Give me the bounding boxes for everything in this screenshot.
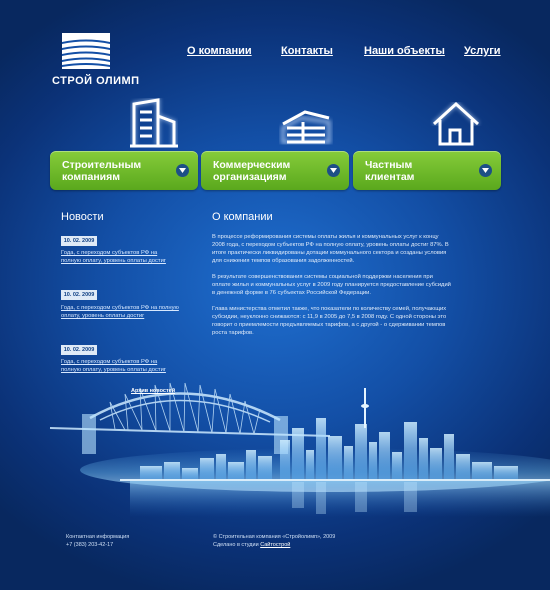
footer-contact xyxy=(66,533,129,549)
nav-contacts[interactable]: Контакты xyxy=(281,45,333,57)
bridge-cityscape-image xyxy=(30,358,550,523)
footer-made-by: Сделано в студии xyxy=(213,542,259,548)
chevron-down-icon xyxy=(176,164,189,177)
footer-contact-label: Контактная информация xyxy=(66,534,130,540)
about-title: О компании xyxy=(212,211,273,223)
commercial-building-icon xyxy=(279,98,333,148)
chevron-down-icon xyxy=(479,164,492,177)
category-label: Частным клиентам xyxy=(365,159,415,183)
office-building-icon xyxy=(126,98,180,148)
category-private-button[interactable] xyxy=(353,151,501,190)
news-date: 10. 02. 2009 xyxy=(61,290,97,300)
footer-copyright xyxy=(213,533,335,549)
footer-phone: +7 (383) 203-42-17 xyxy=(66,542,114,548)
news-date: 10. 02. 2009 xyxy=(61,236,97,246)
category-label: Коммерческим организациям xyxy=(213,159,291,183)
nav-about[interactable]: О компании xyxy=(187,45,252,57)
all-news-link[interactable]: Архив новостей xyxy=(131,388,176,394)
about-paragraph: Глава министерства отметил также, что показатели по количеству семей, получающих субсидии, неуклонно снижаются: с 11,9 в 2005 до 7,5 в 2008 году. С одной стороны это говорит о приемлемости предъявляемых тарифов, а с другой - о сдерживании темпов роста тарифов. xyxy=(212,306,447,336)
news-title: Новости xyxy=(61,211,104,223)
news-date: 10. 02. 2009 xyxy=(61,345,97,355)
footer-copyright-text: © Строительная компания «Стройолимп», 2009 xyxy=(213,534,336,540)
brand-name: СТРОЙ ОЛИМП xyxy=(52,75,140,87)
about-paragraph: В результате совершенствования системы социальной поддержки населения при оплате жилья и коммунальных услуг в 2009 году планируется предоставление субсидий в денежной форме в 76 субъектах Российской Федерации. xyxy=(212,274,451,296)
about-paragraph: В процессе реформирования системы оплаты жилья и коммунальных услуг к концу 2008 года, с переходом субъектов РФ на полную оплату, уровень оплаты достиг 87%. В итоге практически ликвидированы дотации коммунального сектора и созданы условия для снижения темпов образования задолженностей. xyxy=(212,234,449,264)
nav-services[interactable]: Услуги xyxy=(464,45,501,57)
category-label: Строительным компаниям xyxy=(62,159,142,183)
news-link[interactable]: Года, с переходом субъектов РФ на полную оплату, уровень оплаты достиг xyxy=(61,305,179,319)
category-construction-button[interactable] xyxy=(50,151,198,190)
nav-projects[interactable]: Наши объекты xyxy=(364,45,445,57)
news-link[interactable]: Года, с переходом субъектов РФ на полную оплату, уровень оплаты достиг xyxy=(61,250,166,264)
footer-studio-link[interactable]: Сайтострой xyxy=(260,542,291,548)
news-link[interactable]: Года, с переходом субъектов РФ на полную оплату, уровень оплаты достиг xyxy=(61,359,166,373)
logo-icon[interactable] xyxy=(62,33,110,69)
chevron-down-icon xyxy=(327,164,340,177)
house-icon xyxy=(430,98,484,148)
category-commercial-button[interactable] xyxy=(201,151,349,190)
